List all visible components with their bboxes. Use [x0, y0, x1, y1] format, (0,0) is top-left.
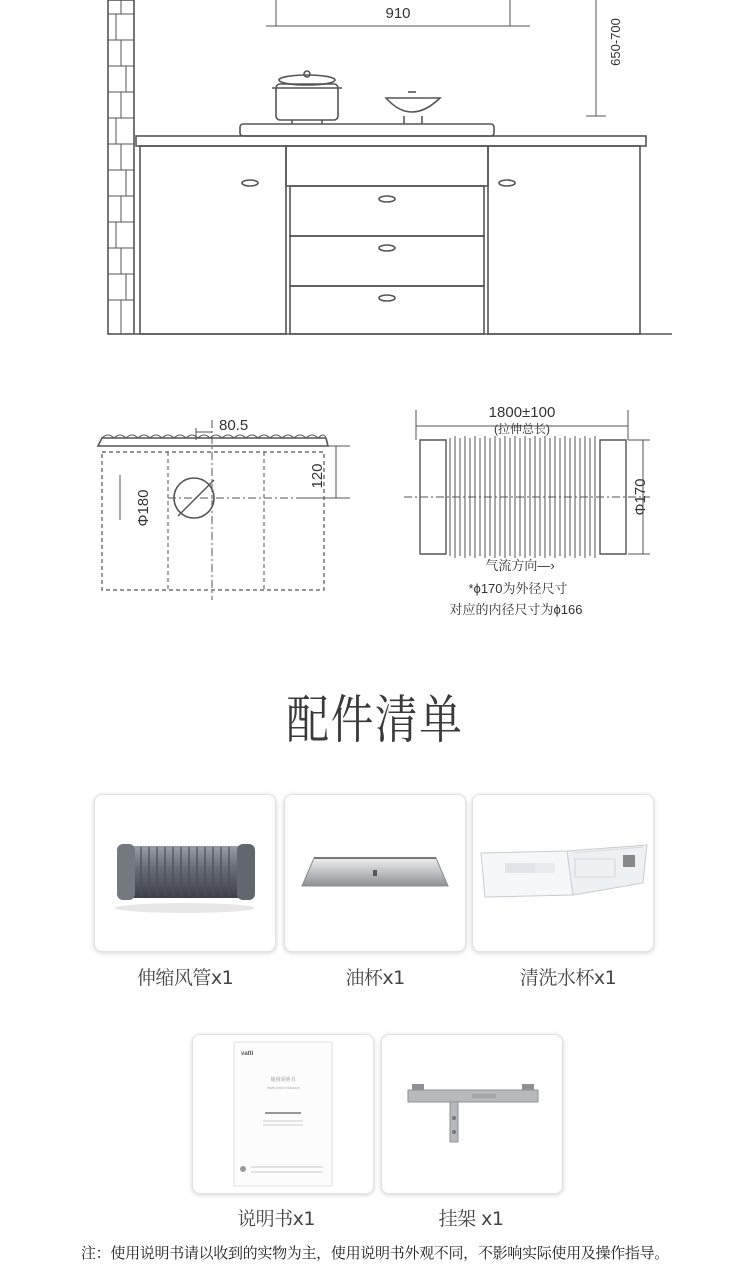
section-title: 配件清单 [286, 691, 464, 751]
accessory-caption-duct: 伸缩风管x1 [136, 967, 234, 989]
accessory-card-manual [192, 1034, 374, 1194]
hose-length-note: (拉伸总长) [494, 422, 550, 436]
accessory-caption-oil-cup: 油杯x1 [345, 967, 405, 989]
flexible-duct-icon [105, 828, 265, 918]
cabinet-height-label: 650-700 [608, 18, 623, 66]
cleaning-cup-icon [475, 833, 651, 913]
cabinet-width-label: 910 [385, 5, 411, 22]
hose-note-line2: 对应的内径尺寸为ϕ166 [449, 602, 583, 617]
accessory-caption-manual: 说明书x1 [237, 1208, 315, 1230]
hose-length-label: 1800±100 [488, 404, 556, 421]
hose-note-line1: *ϕ170为外径尺寸 [468, 581, 568, 596]
accessory-caption-bracket: 挂架 x1 [438, 1208, 504, 1230]
vent-depth-label: 120 [309, 463, 326, 489]
oil-cup-icon [290, 838, 460, 908]
accessory-card-duct [94, 794, 276, 952]
manual-subtitle: Instruction Manual [266, 1085, 300, 1090]
accessory-card-bracket [381, 1034, 563, 1194]
mounting-bracket-icon [392, 1074, 552, 1154]
vent-offset-label: 80.5 [219, 417, 249, 434]
accessory-card-oil-cup [284, 794, 466, 952]
accessory-caption-cleaning-cup: 清洗水杯x1 [519, 967, 617, 989]
vent-diameter-label: Φ180 [135, 489, 152, 527]
airflow-direction-label: 气流方向—› [485, 558, 555, 573]
cabinet-diagram [108, 0, 672, 334]
accessory-card-cleaning-cup [472, 794, 654, 952]
manual-title: 使用说明书 [270, 1077, 296, 1083]
manual-brand: vatti [241, 1051, 254, 1057]
hose-diameter-label: Φ170 [632, 478, 649, 516]
footnote: 注：使用说明书请以收到的实物为主，使用说明书外观不同，不影响实际使用及操作指导。 [80, 1244, 669, 1262]
manual-icon [233, 1041, 333, 1187]
